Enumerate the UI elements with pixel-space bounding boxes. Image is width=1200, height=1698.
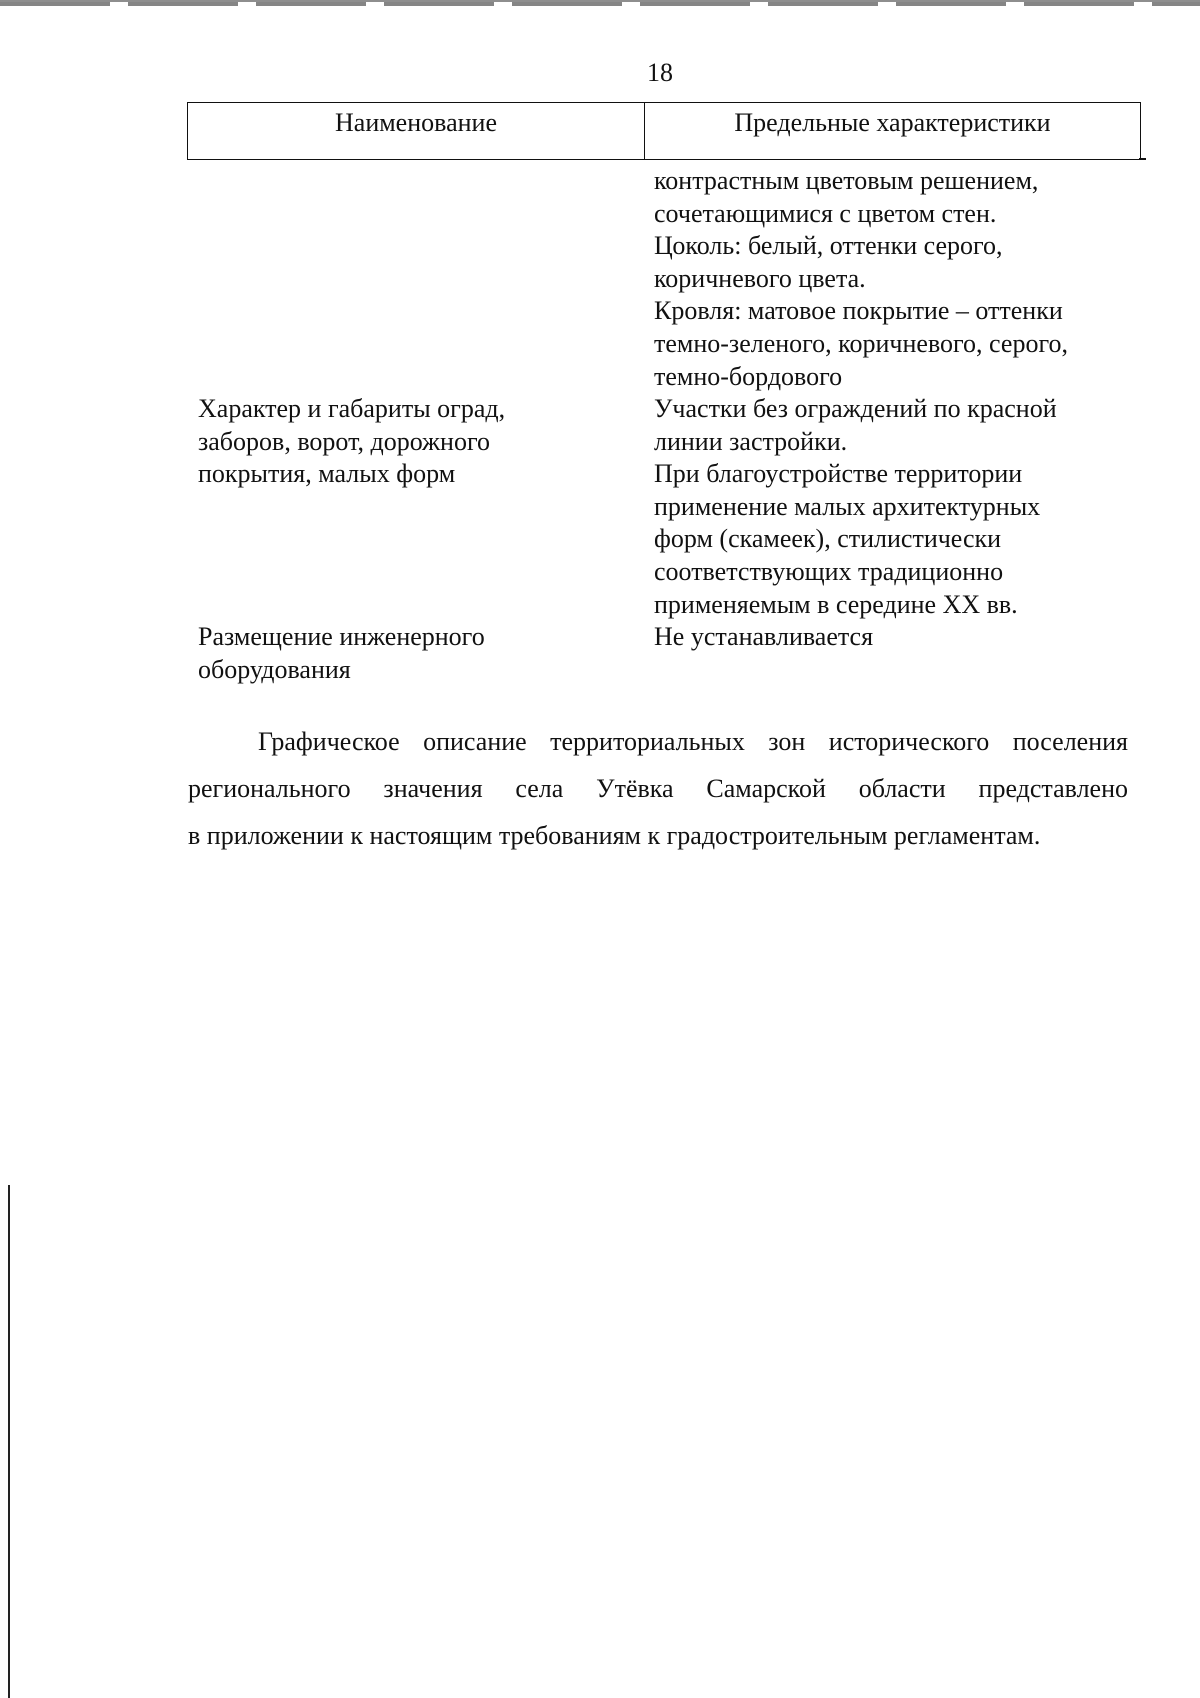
text-line: темно-бордового <box>654 361 843 391</box>
paragraph-line: Графическое описание территориальных зон исторического поселения <box>258 727 1128 756</box>
header-characteristics: Предельные характеристики <box>734 108 1051 137</box>
body-paragraph <box>188 718 1128 859</box>
paragraph-line: регионального значения села Утёвка Самарской области представлено <box>188 774 1128 803</box>
row-value-fences <box>654 393 1057 621</box>
table-rule <box>1139 158 1146 160</box>
text-line: коричневого цвета. <box>654 263 866 293</box>
text-line: Участки без ограждений по красной <box>654 394 1057 423</box>
text-line: сочетающимися с цветом стен. <box>654 198 997 228</box>
row-name-equipment <box>198 621 485 686</box>
text-line: форм (скамеек), стилистически <box>654 524 1002 554</box>
text-line: оборудования <box>198 654 351 684</box>
row-name-fences <box>198 393 505 491</box>
text-line: применение малых архитектурных <box>654 491 1041 521</box>
scan-left-edge <box>8 1185 10 1698</box>
text-line: темно-зеленого, коричневого, серого, <box>654 328 1068 358</box>
header-name: Наименование <box>188 103 645 159</box>
text-line: Характер и габариты оград, <box>198 394 506 423</box>
text-line: покрытия, малых форм <box>198 459 456 489</box>
scan-top-edge <box>0 0 1200 6</box>
text-line: контрастным цветовым решением, <box>654 166 1039 195</box>
row-value-equipment <box>654 621 873 654</box>
table-header <box>187 102 1141 160</box>
text-line: Размещение инженерного <box>198 622 485 651</box>
text-line: При благоустройстве территории <box>654 459 1023 489</box>
page-number: 18 <box>647 58 673 87</box>
text-line: соответствующих традиционно <box>654 556 1004 586</box>
text-line: заборов, ворот, дорожного <box>198 426 490 456</box>
text-line: применяемым в середине XX вв. <box>654 589 1018 619</box>
paragraph-line: в приложении к настоящим требованиям к градостроительным регламентам. <box>188 821 1041 850</box>
text-line: линии застройки. <box>654 426 848 456</box>
text-line: Кровля: матовое покрытие – оттенки <box>654 296 1063 326</box>
text-line: Не устанавливается <box>654 622 874 651</box>
text-line: Цоколь: белый, оттенки серого, <box>654 231 1003 261</box>
continuation-cell <box>654 165 1068 393</box>
